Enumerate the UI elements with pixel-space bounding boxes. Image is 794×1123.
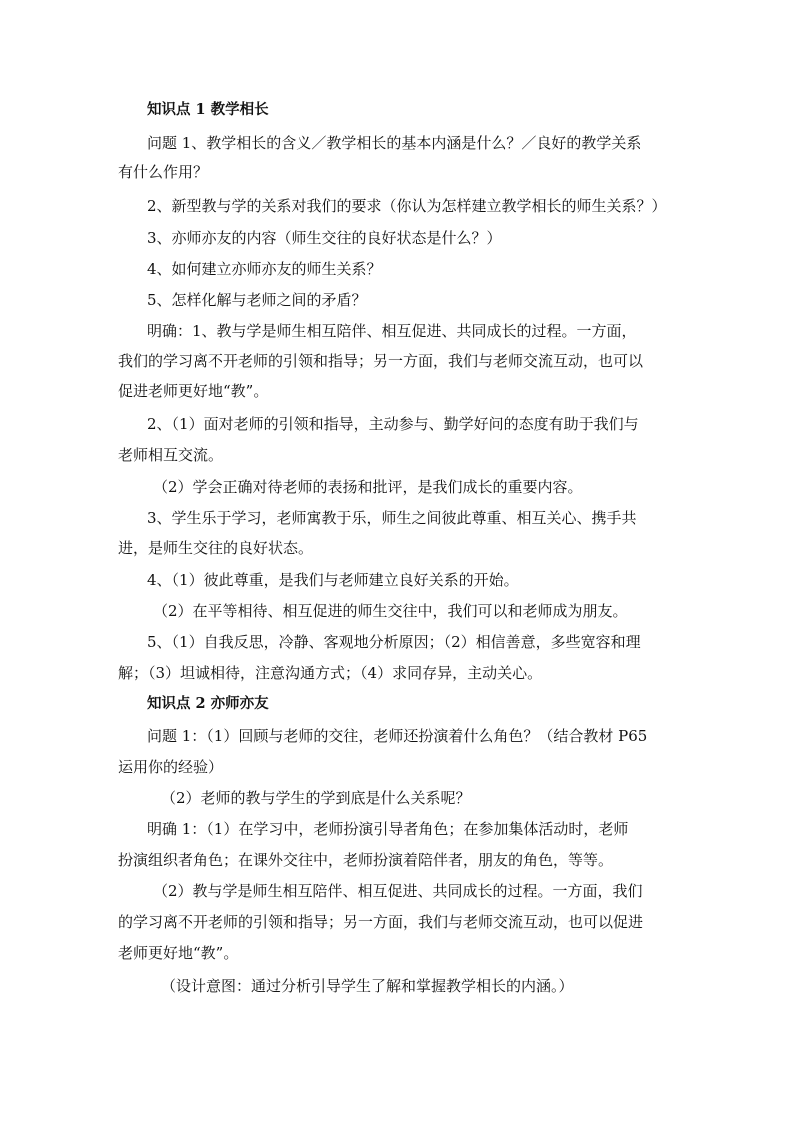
question-line: 3、亦师亦友的内容（师生交往的良好状态是什么？） — [147, 229, 502, 247]
answer-line: 老师相互交流。 — [118, 446, 224, 464]
answer-line: 解；（3）坦诚相待，注意沟通方式；（4）求同存异，主动关心。 — [118, 664, 543, 682]
question-line: 运用你的经验） — [118, 758, 224, 776]
section-heading: 知识点 1 教学相长 — [147, 101, 269, 118]
question-line: 2、新型教与学的关系对我们的要求（你认为怎样建立教学相长的师生关系？） — [147, 197, 667, 215]
answer-line: （2）在平等相待、相互促进的师生交往中，我们可以和老师成为朋友。 — [153, 602, 628, 620]
question-line: 5、怎样化解与老师之间的矛盾？ — [147, 291, 367, 309]
answer-line: 明确：1、教与学是师生相互陪伴、相互促进、共同成长的过程。一方面， — [147, 322, 637, 340]
question-line: 问题 1、教学相长的含义／教学相长的基本内涵是什么？／良好的教学关系 — [147, 134, 642, 152]
answer-line: 进，是师生交往的良好状态。 — [118, 539, 314, 557]
answer-line: 老师更好地“教”。 — [118, 944, 239, 962]
answer-line: 我们的学习离不开老师的引领和指导；另一方面，我们与老师交流互动，也可以 — [118, 352, 644, 370]
answer-line: 扮演组织者角色；在课外交往中，老师扮演着陪伴者，朋友的角色，等等。 — [118, 851, 614, 869]
answer-line: （2）教与学是师生相互陪伴、相互促进、共同成长的过程。一方面，我们 — [153, 882, 643, 900]
answer-line: 5、（1）自我反思，冷静、客观地分析原因；（2）相信善意，多些宽容和理 — [147, 633, 641, 651]
question-line: 4、如何建立亦师亦友的师生关系？ — [147, 260, 382, 278]
answer-line: （2）学会正确对待老师的表扬和批评，是我们成长的重要内容。 — [153, 478, 583, 496]
question-line: （2）老师的教与学生的学到底是什么关系呢？ — [161, 789, 471, 807]
question-line: 问题 1：（1）回顾与老师的交往，老师还扮演着什么角色？（结合教材 P65 — [147, 727, 648, 745]
answer-line: 促进老师更好地“教”。 — [118, 382, 269, 400]
answer-line: 明确 1：（1）在学习中，老师扮演引导者角色；在参加集体活动时，老师 — [147, 820, 629, 838]
design-intent-note: （设计意图：通过分析引导学生了解和掌握教学相长的内涵。） — [161, 977, 574, 995]
answer-line: 的学习离不开老师的引领和指导；另一方面，我们与老师交流互动，也可以促进 — [118, 913, 644, 931]
answer-line: 3、学生乐于学习，老师寓教于乐，师生之间彼此尊重、相互关心、携手共 — [147, 509, 637, 527]
section-heading: 知识点 2 亦师亦友 — [147, 695, 269, 712]
question-line: 有什么作用？ — [118, 163, 209, 181]
answer-line: 4、（1）彼此尊重，是我们与老师建立良好关系的开始。 — [147, 571, 519, 589]
answer-line: 2、（1）面对老师的引领和指导，主动参与、勤学好问的态度有助于我们与 — [147, 415, 639, 433]
